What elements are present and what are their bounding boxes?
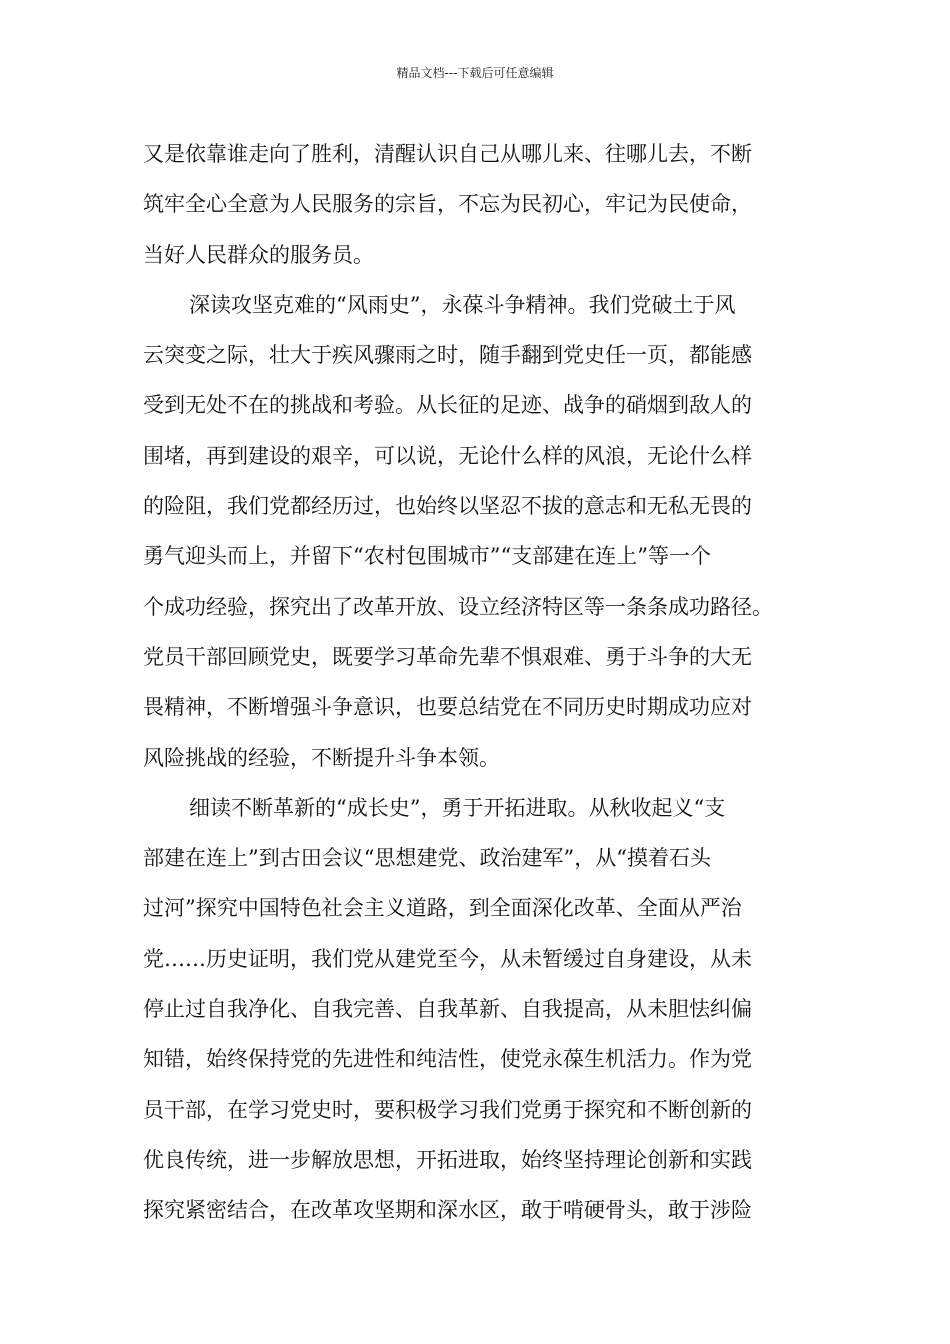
text-line: 围堵，再到建设的艰辛，可以说，无论什么样的风浪，无论什么样 xyxy=(143,443,752,468)
paragraph-first-line: 深读攻坚克难的“风雨史”，永葆斗争精神。我们党破土于风 xyxy=(189,292,736,317)
body-text xyxy=(143,129,813,1236)
text-line: 筑牢全心全意为人民服务的宗旨，不忘为民初心，牢记为民使命， xyxy=(143,192,752,217)
text-line: 风险挑战的经验，不断提升斗争本领。 xyxy=(143,745,500,770)
page-header: 精品文档---下载后可任意编辑 xyxy=(396,66,554,80)
text-line: 个成功经验，探究出了改革开放、设立经济特区等一条条成功路径。 xyxy=(143,594,773,619)
text-line: 受到无处不在的挑战和考验。从长征的足迹、战争的硝烟到敌人的 xyxy=(143,393,752,418)
text-line: 当好人民群众的服务员。 xyxy=(143,242,374,267)
text-line: 党员干部回顾党史，既要学习革命先辈不惧艰难、勇于斗争的大无 xyxy=(143,644,752,669)
paragraph-first-line: 细读不断革新的“成长史”，勇于开拓进取。从秋收起义“支 xyxy=(189,795,726,820)
text-line: 员干部，在学习党史时，要积极学习我们党勇于探究和不断创新的 xyxy=(143,1097,752,1122)
text-line: 的险阻，我们党都经历过，也始终以坚忍不拔的意志和无私无畏的 xyxy=(143,494,752,519)
text-line: 优良传统，进一步解放思想，开拓进取，始终坚持理论创新和实践 xyxy=(143,1147,752,1172)
text-line: 停止过自我净化、自我完善、自我革新、自我提高，从未胆怯纠偏 xyxy=(143,997,752,1022)
text-line: 党……历史证明，我们党从建党至今，从未暂缓过自身建设，从未 xyxy=(143,946,752,971)
text-line: 勇气迎头而上，并留下“农村包围城市”“支部建在连上”等一个 xyxy=(143,544,711,569)
text-line: 过河”探究中国特色社会主义道路，到全面深化改革、全面从严治 xyxy=(143,896,742,921)
text-line: 云突变之际，壮大于疾风骤雨之时，随手翻到党史任一页，都能感 xyxy=(143,343,752,368)
text-line: 知错，始终保持党的先进性和纯洁性，使党永葆生机活力。作为党 xyxy=(143,1047,752,1072)
text-line: 部建在连上”到古田会议“思想建党、政治建军”，从“摸着石头 xyxy=(143,846,711,871)
text-line: 畏精神，不断增强斗争意识，也要总结党在不同历史时期成功应对 xyxy=(143,695,752,720)
text-line: 又是依靠谁走向了胜利，清醒认识自己从哪儿来、往哪儿去，不断 xyxy=(143,142,752,166)
text-line: 探究紧密结合，在改革攻坚期和深水区，敢于啃硬骨头，敢于涉险 xyxy=(143,1198,752,1223)
